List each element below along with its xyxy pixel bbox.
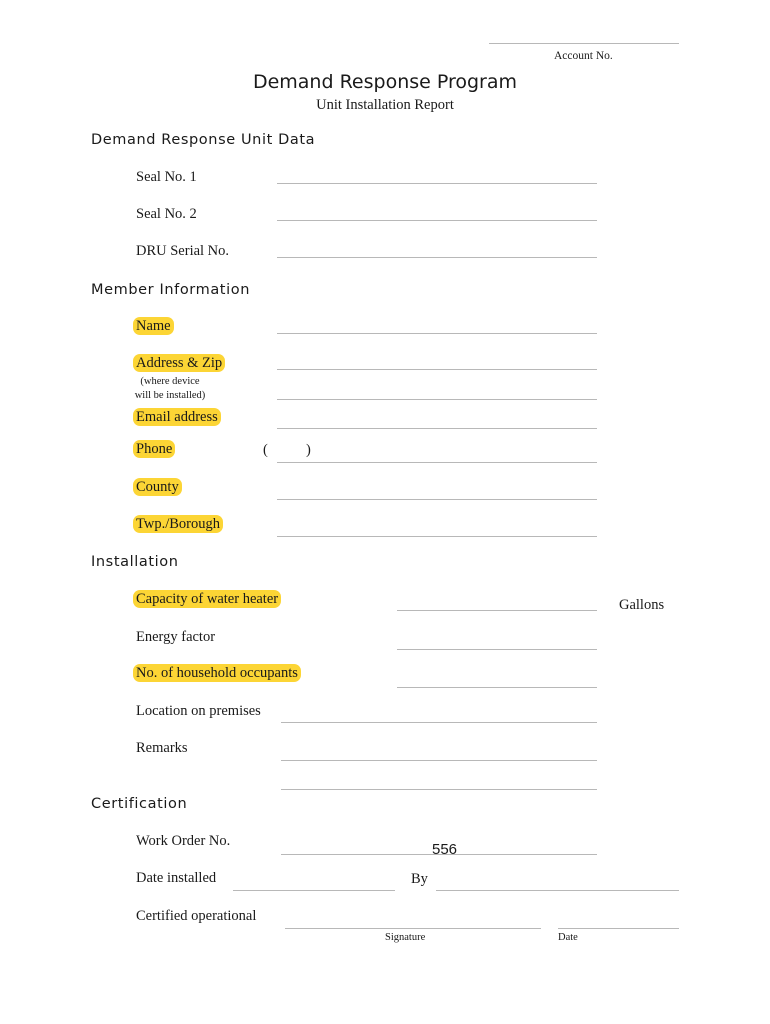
capacity-label: [136, 591, 281, 608]
address-field-2[interactable]: [277, 399, 597, 400]
remarks-label: Remarks: [136, 740, 188, 756]
county-field[interactable]: [277, 499, 597, 500]
location-label: Location on premises: [136, 703, 261, 719]
page-subtitle: Unit Installation Report: [316, 97, 454, 113]
remarks-field-1[interactable]: [281, 760, 597, 761]
by-field[interactable]: [436, 890, 679, 891]
occupants-label-text: No. of household occupants: [133, 664, 301, 682]
address-label-text: Address & Zip: [133, 354, 225, 372]
email-label-text: Email address: [133, 408, 221, 426]
date-installed-label: Date installed: [136, 870, 217, 886]
signature-field[interactable]: [285, 928, 541, 929]
capacity-unit: Gallons: [619, 597, 665, 613]
energy-factor-label: Energy factor: [136, 629, 216, 645]
energy-factor-field[interactable]: [397, 649, 597, 650]
seal-2-field[interactable]: [277, 220, 597, 221]
remarks-field-2[interactable]: [281, 789, 597, 790]
certification-date-field[interactable]: [558, 928, 679, 929]
occupants-label: [136, 665, 301, 682]
phone-label-text: Phone: [133, 440, 175, 458]
by-label: By: [411, 871, 428, 887]
seal-2-label: Seal No. 2: [136, 206, 197, 222]
date-caption: Date: [558, 932, 578, 943]
email-label: [136, 409, 221, 426]
phone-field[interactable]: [277, 462, 597, 463]
county-label: [136, 479, 182, 496]
work-order-value: 556: [432, 841, 458, 858]
section-heading-installation: Installation: [91, 554, 179, 570]
seal-1-field[interactable]: [277, 183, 597, 184]
account-number-label: Account No.: [554, 50, 613, 62]
page-title: Demand Response Program: [252, 71, 518, 93]
occupants-field[interactable]: [397, 687, 597, 688]
township-label: [136, 516, 223, 533]
section-heading-member: Member Information: [91, 282, 250, 298]
name-label-text: Name: [133, 317, 174, 335]
seal-1-label: Seal No. 1: [136, 169, 197, 185]
email-field[interactable]: [277, 428, 597, 429]
phone-area-open-paren: (: [263, 442, 268, 458]
address-field-1[interactable]: [277, 369, 597, 370]
dru-serial-label: DRU Serial No.: [136, 243, 230, 259]
location-field[interactable]: [281, 722, 597, 723]
address-label: [136, 355, 225, 372]
name-field[interactable]: [277, 333, 597, 334]
work-order-label: Work Order No.: [136, 833, 231, 849]
township-field[interactable]: [277, 536, 597, 537]
address-note-line-2: will be installed): [134, 390, 206, 401]
phone-label: [136, 441, 175, 458]
name-label: [136, 318, 174, 335]
certified-operational-label: Certified operational: [136, 908, 257, 924]
date-installed-field[interactable]: [233, 890, 395, 891]
work-order-field[interactable]: [281, 854, 597, 855]
capacity-field[interactable]: [397, 610, 597, 611]
phone-area-close-paren: ): [306, 442, 311, 458]
section-heading-unit-data: Demand Response Unit Data: [91, 132, 316, 148]
address-note: [128, 375, 212, 403]
county-label-text: County: [133, 478, 182, 496]
account-number-field[interactable]: [489, 43, 679, 44]
dru-serial-field[interactable]: [277, 257, 597, 258]
section-heading-certification: Certification: [91, 796, 188, 812]
capacity-label-text: Capacity of water heater: [133, 590, 281, 608]
signature-caption: Signature: [385, 932, 426, 943]
address-note-line-1: (where device: [140, 376, 200, 387]
township-label-text: Twp./Borough: [133, 515, 223, 533]
